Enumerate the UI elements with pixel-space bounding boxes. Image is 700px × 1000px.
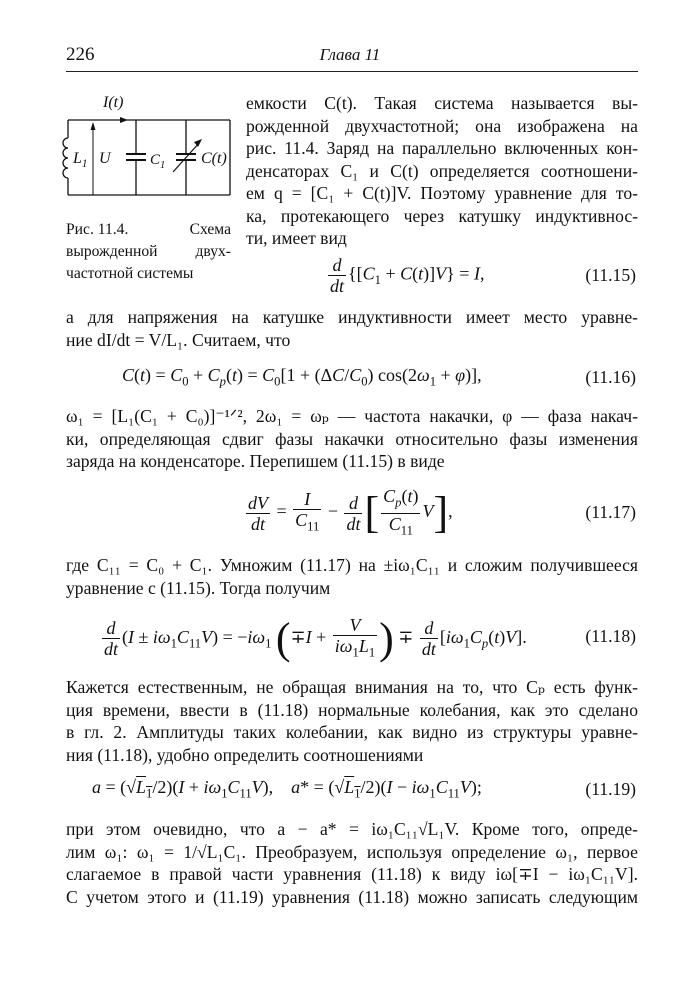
- paragraph: [66, 405, 638, 473]
- chapter-title: Глава 11: [319, 45, 381, 64]
- text-line: слагаемое в правой части уравнения (11.18) к виду iω[∓I − iω₁C₁₁V].: [66, 864, 638, 884]
- text-line: рожденной двухчастотной; она изображена на: [246, 115, 638, 136]
- text-line: ки, определяющая сдвиг фазы накачки относительно фазы изменения: [66, 428, 638, 449]
- caption-fig-number: Рис. 11.4.: [66, 221, 129, 238]
- text-line: емкости C(t). Такая система называется вы-: [246, 93, 638, 113]
- paragraph: [66, 554, 638, 599]
- label-U: U: [99, 150, 111, 167]
- equation-number: (11.16): [585, 367, 636, 387]
- inductor-symbol: [63, 138, 68, 178]
- paragraph: [66, 306, 638, 351]
- text-line: а для напряжения на катушке индуктивности имеет место уравне-: [66, 307, 638, 327]
- figure-caption: [66, 219, 231, 285]
- equation-number: (11.18): [585, 626, 636, 646]
- label-current: I(t): [103, 94, 124, 111]
- paragraph: [66, 676, 638, 766]
- page-number: 226: [66, 44, 95, 65]
- text-line: С учетом этого и (11.19) уравнения (11.18) можно записать следующим: [66, 886, 638, 907]
- text-line: ние dI/dt = V/L₁. Считаем, что: [66, 329, 291, 350]
- caption-word-two: двух-: [195, 243, 231, 260]
- text-line: где C₁₁ = C₀ + C₁. Умножим (11.17) на ±iω₁C₁₁ и сложим получившееся: [66, 555, 638, 575]
- paragraph: [66, 818, 638, 908]
- voltage-arrow: [91, 122, 96, 130]
- equation-number: (11.19): [585, 779, 636, 799]
- equation-11-19: $a = (√L_1/2)(I + i\omega_1C_{11}V)$, $a* = (√L_1/2)(I - i\omega_1C_{11}V)$;: [92, 777, 482, 801]
- text-line: при этом очевидно, что a − a* = iω₁C₁₁√L₁V. Кроме того, опреде-: [66, 819, 638, 839]
- text-line: в гл. 2. Амплитуды таких колебании, как видно из структуры уравне-: [66, 722, 638, 742]
- text-line: заряда на конденсаторе. Перепишем (11.15) в виде: [66, 451, 445, 471]
- equation-11-17: $\frac{dV}{dt}$ = $\frac{I}{C_{11}}$ − $\frac{d}{dt}$ [ $\frac{C_p(t)}{C_{11}}$ V],: [248, 486, 453, 538]
- text-line: ω₁ = [L₁(C₁ + C₀)]⁻¹ᐟ², 2ω₁ = ωₚ — частота накачки, φ — фаза накач-: [66, 406, 638, 426]
- text-line: лим ω₁: ω₁ = 1/√L₁C₁. Преобразуем, используя определение ω₁, первое: [66, 841, 638, 862]
- right-column-text: [246, 92, 638, 250]
- caption-word-degenerate: вырожденной: [66, 243, 158, 260]
- text-line: ния (11.18), удобно определить соотношениями: [66, 744, 424, 765]
- label-L1: $L_1$: [73, 150, 88, 171]
- label-C1: $C_1$: [150, 152, 166, 171]
- equation-number: (11.15): [585, 265, 636, 285]
- equation-11-15: $\frac{d}{dt}$ $\{[C_1 + C(t)]V\} = I$,: [330, 255, 485, 296]
- current-arrow: [120, 117, 128, 123]
- header-rule: [66, 71, 638, 72]
- equation-number: (11.17): [585, 502, 636, 522]
- caption-line-3: частотной системы: [66, 265, 194, 282]
- text-line: уравнение с (11.15). Тогда получим: [66, 577, 331, 598]
- text-line: ция времени, ввести в (11.18) нормальные колебания, как это сделано: [66, 699, 638, 720]
- text-line: денсаторах C₁ и C(t) определяется соотношени-: [246, 160, 638, 181]
- text-line: ти, имеет вид: [246, 228, 347, 248]
- text-line: рис. 11.4. Заряд на параллельно включенных кон-: [246, 138, 638, 158]
- caption-word-schema: Схема: [189, 221, 231, 238]
- equation-11-18: $\frac{d}{dt}$ $(I \pm i\omega_1C_{11}V) = -i\omega_1$ (∓I + $\frac{V}{i\omega_1L_1}$ ) ∓ $\frac{d}{dt}$ $[i\omega_1C_p(t)V]$.: [104, 613, 527, 663]
- equation-11-16: $C(t) = C_0 + C_p(t) = C_0[1 + (\Delta C/C_0) \cos(2\omega_1 + \varphi)]$,: [122, 365, 482, 389]
- label-Ct: C(t): [201, 150, 227, 167]
- text-line: Кажется естественным, не обращая внимания на то, что Cₚ есть функ-: [66, 677, 638, 697]
- text-line: ка, протекающего через катушку индуктивнос-: [246, 205, 638, 226]
- text-line: ем q = [C₁ + C(t)]V. Поэтому уравнение для то-: [246, 183, 638, 203]
